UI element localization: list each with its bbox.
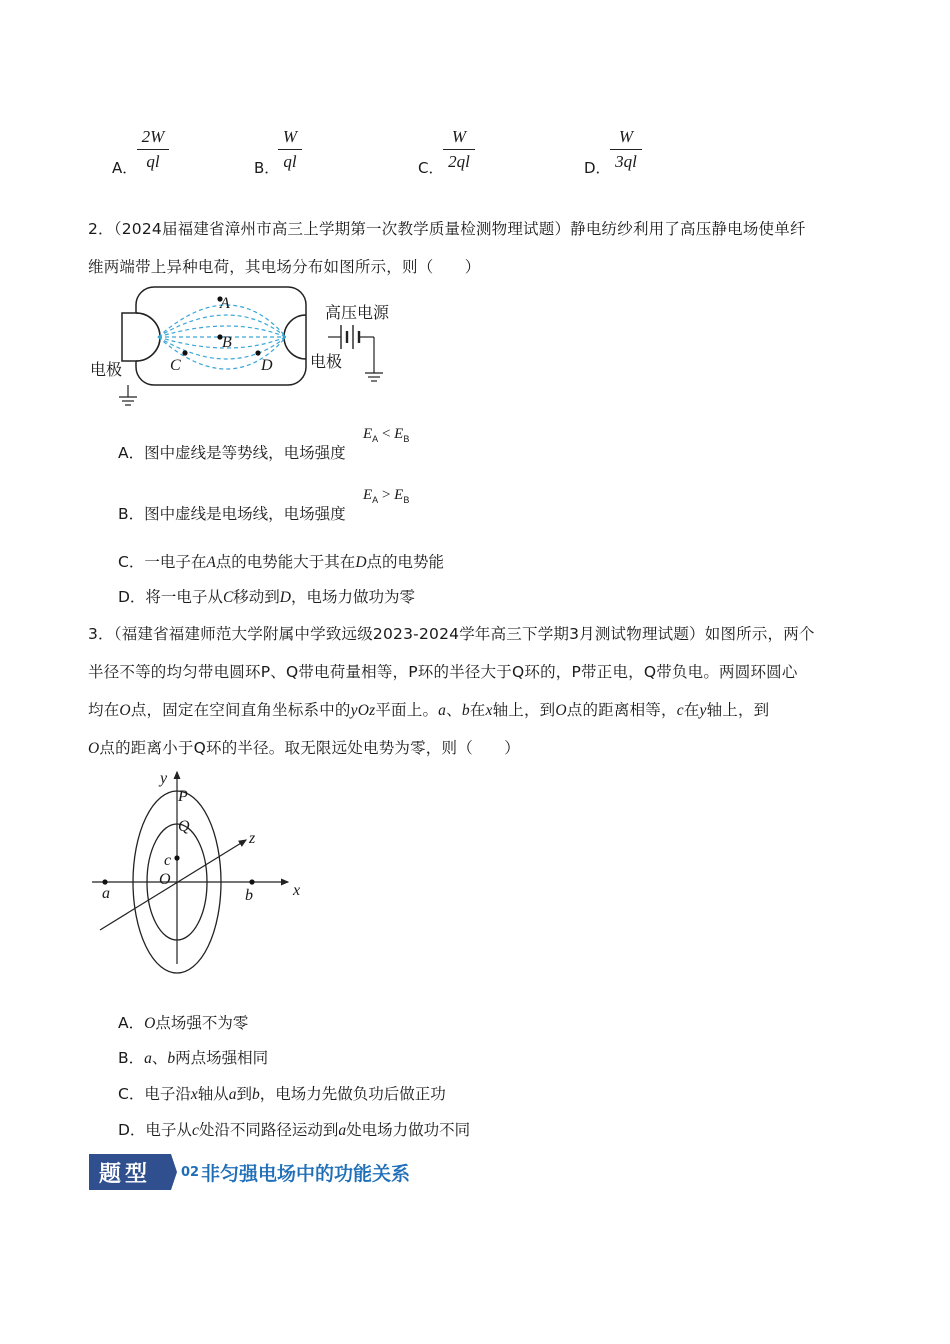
q1-option-d-formula: $\frac{W}{3ql}$ (610, 127, 642, 172)
q2-point-d (255, 350, 260, 355)
q2-power-label: 高压电源 (325, 303, 390, 322)
q2-label-c: C (170, 357, 181, 374)
q3-label-c: c (164, 852, 172, 869)
q3-label-o: O (159, 871, 171, 888)
section-number: 02 (181, 1165, 200, 1180)
q2-label-a: A (220, 295, 230, 312)
q3-option-d: D．电子从c处沿不同路径运动到a处电场力做功不同 (118, 1121, 471, 1139)
q2-left-electrode-label: 电极 (90, 360, 123, 379)
q3-option-c: C．电子沿x轴从a到b，电场力先做负功后做正功 (118, 1085, 446, 1103)
q3-z-axis (100, 840, 246, 930)
q3-label-x: x (293, 882, 301, 899)
q2-option-a-formula: $E_A < E_B$ (363, 426, 410, 444)
q2-option-b-formula: $E_A > E_B$ (363, 487, 410, 505)
q3-label-a: a (102, 885, 110, 902)
q3-stem-line3: 均在O点，固定在空间直角坐标系中的yOz平面上。a、b在x轴上，到O点的距离相等，c在y轴上，到 (88, 701, 770, 719)
section-badge-edge (171, 1154, 181, 1190)
q3-label-b: b (245, 887, 253, 904)
q3-ring-figure (88, 764, 318, 974)
q2-option-c: C．一电子在A点的电势能大于其在D点的电势能 (118, 553, 445, 571)
q2-label-d: D (261, 357, 273, 374)
q3-option-b: B．a、b两点场强相同 (118, 1049, 269, 1067)
section-title: 非匀强电场中的功能关系 (201, 1163, 411, 1185)
q1-option-d-label: D． (584, 159, 611, 177)
q2-right-electrode (284, 315, 306, 359)
q3-label-p: P (178, 788, 188, 805)
q3-label-z: z (249, 830, 256, 847)
q2-stem-line2: 维两端带上异种电荷，其电场分布如图所示，则（ ） (88, 258, 481, 276)
q2-right-electrode-label: 电极 (310, 352, 343, 371)
section-badge: 题型 (89, 1154, 171, 1190)
q3-label-q: Q (178, 818, 190, 835)
q3-point-c (174, 855, 179, 860)
q2-left-electrode (122, 313, 160, 361)
q3-point-a (102, 879, 107, 884)
q1-option-b-label: B． (254, 159, 280, 177)
q2-option-b-text: B．图中虚线是电场线，电场强度 (118, 505, 346, 523)
q3-stem-line1: 3．（福建省福建师范大学附属中学致远级2023-2024学年高三下学期3月测试物理试题）如图所示，两个 (88, 625, 815, 643)
q2-point-c (182, 350, 187, 355)
q3-point-b (249, 879, 254, 884)
q2-option-d: D．将一电子从C移动到D，电场力做功为零 (118, 588, 416, 606)
q2-option-a-text: A．图中虚线是等势线，电场强度 (118, 444, 346, 462)
q2-stem-line1: 2．（2024届福建省漳州市高三上学期第一次教学质量检测物理试题）静电纺纱利用了高压静电场使单纤 (88, 220, 806, 238)
q1-option-b-formula: $\frac{W}{ql}$ (278, 127, 302, 172)
q3-label-y: y (160, 770, 168, 787)
q1-option-c-label: C． (418, 159, 444, 177)
q2-label-b: B (222, 334, 232, 351)
q3-stem-line4: O点的距离小于Q环的半径。取无限远处电势为零，则（ ） (88, 739, 521, 757)
q1-option-a-label: A． (112, 159, 138, 177)
q3-stem-line2: 半径不等的均匀带电圆环P、Q带电荷量相等，P环的半径大于Q环的，P带正电，Q带负电。两圆环圆心 (88, 663, 798, 681)
q3-option-a: A．O点场强不为零 (118, 1014, 249, 1032)
q1-option-a-formula: $\frac{2W}{ql}$ (137, 127, 169, 172)
q1-option-c-formula: $\frac{W}{2ql}$ (443, 127, 475, 172)
